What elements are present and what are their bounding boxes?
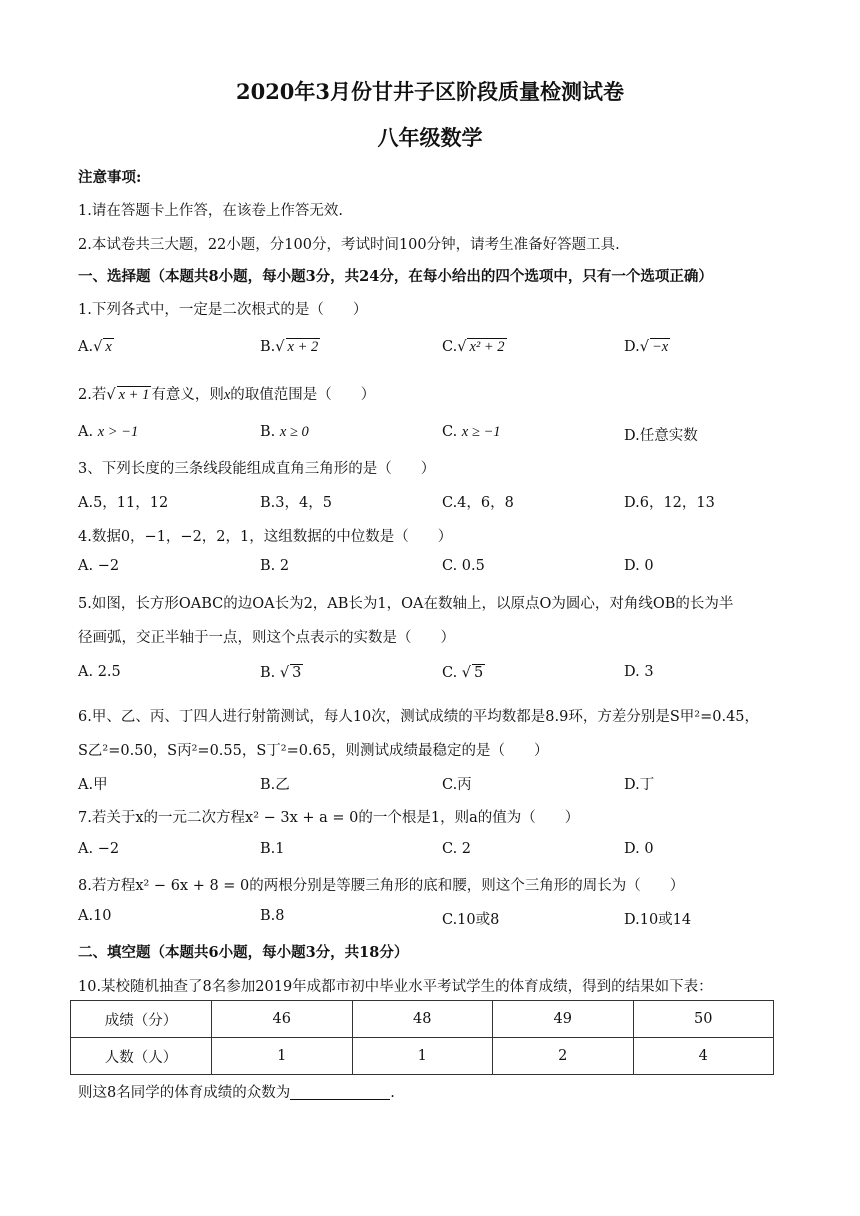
q5-stem: 5.如图，长方形OABC的边OA长为2，AB长为1，OA在数轴上，以原点O为圆心，对角线OB的长为半 (78, 596, 734, 612)
q5-option-d: D. 3 (624, 664, 654, 680)
table-cell: 4 (633, 1038, 774, 1075)
q8-option-a: A.10 (78, 908, 112, 924)
q3-option-a: A.5，11，12 (78, 495, 169, 511)
q4-options (78, 558, 778, 580)
note-2: 2.本试卷共三大题，22小题，分100分，考试时间100分钟，请考生准备好答题工具. (78, 237, 620, 253)
score-table (70, 1000, 774, 1075)
q4-option-a: A. −2 (78, 558, 120, 574)
section1-heading: 一、选择题（本题共8小题，每小题3分，共24分，在每小给出的四个选项中，只有一个选项正确） (78, 268, 713, 285)
section2-heading: 二、填空题（本题共6小题，每小题3分，共18分） (78, 944, 409, 961)
q7-option-a: A. −2 (78, 841, 120, 857)
exam-subtitle: 八年级数学 (377, 125, 483, 150)
q3-option-b: B.3，4，5 (260, 495, 332, 511)
q6-option-a: A.甲 (78, 777, 108, 793)
q3-options (78, 491, 778, 513)
q6-option-c: C.丙 (442, 777, 472, 793)
q6-stem: 6.甲、乙、丙、丁四人进行射箭测试，每人10次，测试成绩的平均数都是8.9环，方差分别是S甲²=0.45， (78, 709, 760, 725)
q6-options (78, 773, 778, 795)
q1-stem: 1.下列各式中，一定是二次根式的是（ ） (78, 302, 368, 318)
table-cell: 2 (493, 1038, 634, 1075)
q2-option-a: A. x > −1 (78, 424, 139, 440)
q1-option-a: A.√ x (78, 339, 112, 355)
q5-options (78, 664, 778, 686)
table-cell: 人数（人） (71, 1038, 212, 1075)
q7-option-d: D. 0 (624, 841, 654, 857)
q7-option-c: C. 2 (442, 841, 472, 857)
table-cell: 1 (352, 1038, 493, 1075)
q4-option-c: C. 0.5 (442, 558, 485, 574)
table-cell: 1 (212, 1038, 353, 1075)
q3-stem: 3、下列长度的三条线段能组成直角三角形的是（ ） (78, 461, 436, 477)
q2-option-b: B. x ≥ 0 (260, 424, 309, 440)
table-row (71, 1001, 774, 1038)
q2-option-c: C. x ≥ −1 (442, 424, 501, 440)
q2-option-d: D.任意实数 (624, 428, 698, 444)
table-cell: 49 (493, 1001, 634, 1038)
q10-stem: 10.某校随机抽查了8名参加2019年成都市初中毕业水平考试学生的体育成绩，得到的结果如下表： (78, 979, 713, 995)
q6-option-b: B.乙 (260, 777, 290, 793)
q5-stem-continued: 径画弧，交正半轴于一点，则这个点表示的实数是（ ） (78, 630, 455, 646)
notes-heading: 注意事项: (78, 169, 142, 186)
q6-option-d: D.丁 (624, 777, 655, 793)
q2-stem: 2.若√ x + 1 有意义，则x的取值范围是（ ） (78, 387, 376, 403)
q8-option-d: D.10或14 (624, 912, 692, 928)
q1-option-b: B.√ x + 2 (260, 339, 319, 355)
q3-option-c: C.4，6，8 (442, 495, 514, 511)
q1-option-d: D.√ −x (624, 339, 669, 355)
q1-option-c: C.√ x² + 2 (442, 339, 505, 355)
q4-stem: 4.数据0，−1，−2，2，1，这组数据的中位数是（ ） (78, 529, 453, 545)
q1-options (78, 338, 778, 360)
note-1: 1.请在答题卡上作答，在该卷上作答无效. (78, 203, 343, 219)
table-cell: 成绩（分） (71, 1001, 212, 1038)
q5-option-a: A. 2.5 (78, 664, 121, 680)
q7-options (78, 841, 778, 863)
q4-option-d: D. 0 (624, 558, 654, 574)
q5-option-c: C. √ 5 (442, 665, 484, 681)
q8-stem: 8.若方程x² − 6x + 8 = 0的两根分别是等腰三角形的底和腰，则这个三角形的周长为（ ） (78, 878, 685, 894)
q2-options (78, 424, 778, 446)
answer-blank[interactable] (290, 1085, 390, 1100)
table-cell: 48 (352, 1001, 493, 1038)
q6-stem-continued: S乙²=0.50，S丙²=0.55，S丁²=0.65，则测试成绩最稳定的是（ ） (78, 743, 549, 759)
exam-title: 2020年3月份甘井子区阶段质量检测试卷 (235, 79, 625, 104)
q8-options (78, 908, 778, 930)
table-cell: 46 (212, 1001, 353, 1038)
q8-option-b: B.8 (260, 908, 285, 924)
q4-option-b: B. 2 (260, 558, 290, 574)
q10-answer-line: 则这8名同学的体育成绩的众数为 . (78, 1085, 395, 1101)
q7-option-b: B.1 (260, 841, 285, 857)
table-cell: 50 (633, 1001, 774, 1038)
q5-option-b: B. √ 3 (260, 665, 302, 681)
q7-stem: 7.若关于x的一元二次方程x² − 3x + a = 0的一个根是1，则a的值为（ ） (78, 810, 580, 826)
q8-option-c: C.10或8 (442, 912, 500, 928)
table-row (71, 1038, 774, 1075)
q3-option-d: D.6，12，13 (624, 495, 715, 511)
